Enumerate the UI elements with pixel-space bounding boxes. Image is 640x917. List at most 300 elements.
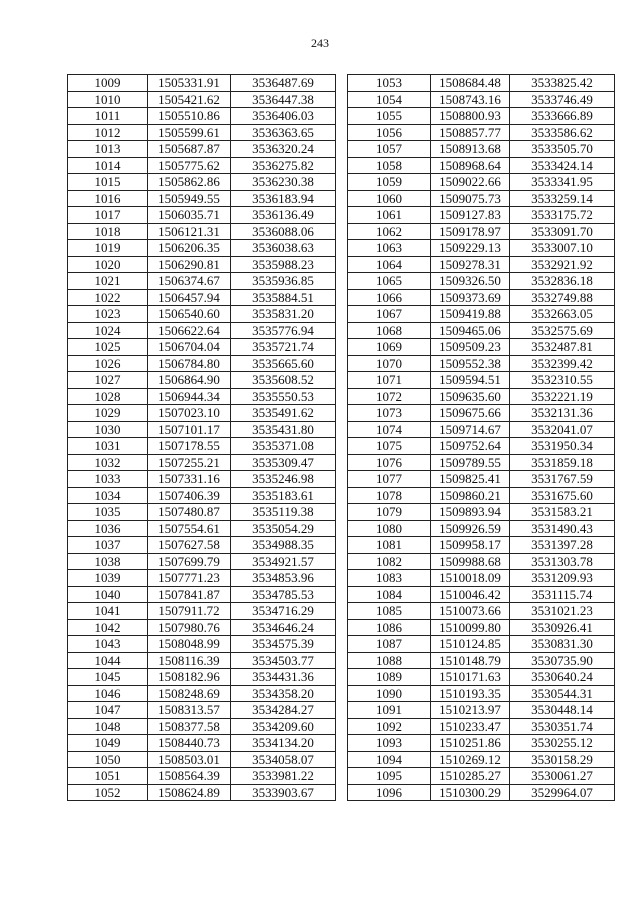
y-coordinate-cell: 3530061.27 bbox=[510, 768, 615, 785]
x-coordinate-cell: 1507627.58 bbox=[148, 537, 231, 554]
y-coordinate-cell: 3536275.82 bbox=[231, 157, 336, 174]
point-number-cell: 1075 bbox=[348, 438, 431, 455]
y-coordinate-cell: 3536406.03 bbox=[231, 108, 336, 125]
table-row bbox=[68, 91, 336, 108]
x-coordinate-cell: 1505949.55 bbox=[148, 190, 231, 207]
y-coordinate-cell: 3532221.19 bbox=[510, 388, 615, 405]
x-coordinate-cell: 1507255.21 bbox=[148, 454, 231, 471]
table-row bbox=[68, 240, 336, 257]
y-coordinate-cell: 3532310.55 bbox=[510, 372, 615, 389]
point-number-cell: 1059 bbox=[348, 174, 431, 191]
y-coordinate-cell: 3532399.42 bbox=[510, 355, 615, 372]
table-row bbox=[68, 784, 336, 801]
x-coordinate-cell: 1510251.86 bbox=[431, 735, 510, 752]
table-row bbox=[348, 207, 615, 224]
x-coordinate-cell: 1509988.68 bbox=[431, 553, 510, 570]
table-row bbox=[348, 124, 615, 141]
y-coordinate-cell: 3532131.36 bbox=[510, 405, 615, 422]
table-row bbox=[68, 685, 336, 702]
table-row bbox=[68, 339, 336, 356]
point-number-cell: 1067 bbox=[348, 306, 431, 323]
point-number-cell: 1070 bbox=[348, 355, 431, 372]
x-coordinate-cell: 1509926.59 bbox=[431, 520, 510, 537]
x-coordinate-cell: 1506457.94 bbox=[148, 289, 231, 306]
table-row bbox=[68, 718, 336, 735]
page-number: 243 bbox=[311, 36, 329, 50]
y-coordinate-cell: 3535431.80 bbox=[231, 421, 336, 438]
x-coordinate-cell: 1509509.23 bbox=[431, 339, 510, 356]
table-row bbox=[348, 685, 615, 702]
y-coordinate-cell: 3535371.08 bbox=[231, 438, 336, 455]
point-number-cell: 1038 bbox=[68, 553, 148, 570]
x-coordinate-cell: 1508684.48 bbox=[431, 75, 510, 92]
point-number-cell: 1009 bbox=[68, 75, 148, 92]
y-coordinate-cell: 3532487.81 bbox=[510, 339, 615, 356]
x-coordinate-cell: 1505687.87 bbox=[148, 141, 231, 158]
table-row bbox=[348, 735, 615, 752]
table-row bbox=[348, 784, 615, 801]
y-coordinate-cell: 3533903.67 bbox=[231, 784, 336, 801]
point-number-cell: 1074 bbox=[348, 421, 431, 438]
y-coordinate-cell: 3534988.35 bbox=[231, 537, 336, 554]
x-coordinate-cell: 1508377.58 bbox=[148, 718, 231, 735]
x-coordinate-cell: 1508564.39 bbox=[148, 768, 231, 785]
table-row bbox=[348, 702, 615, 719]
point-number-cell: 1069 bbox=[348, 339, 431, 356]
y-coordinate-cell: 3535884.51 bbox=[231, 289, 336, 306]
y-coordinate-cell: 3536363.65 bbox=[231, 124, 336, 141]
point-number-cell: 1040 bbox=[68, 586, 148, 603]
point-number-cell: 1053 bbox=[348, 75, 431, 92]
point-number-cell: 1012 bbox=[68, 124, 148, 141]
table-row bbox=[68, 372, 336, 389]
x-coordinate-cell: 1509229.13 bbox=[431, 240, 510, 257]
x-coordinate-cell: 1509714.67 bbox=[431, 421, 510, 438]
y-coordinate-cell: 3533666.89 bbox=[510, 108, 615, 125]
y-coordinate-cell: 3534853.96 bbox=[231, 570, 336, 587]
y-coordinate-cell: 3531303.78 bbox=[510, 553, 615, 570]
table-row bbox=[68, 108, 336, 125]
x-coordinate-cell: 1506206.35 bbox=[148, 240, 231, 257]
x-coordinate-cell: 1506944.34 bbox=[148, 388, 231, 405]
point-number-cell: 1056 bbox=[348, 124, 431, 141]
table-row bbox=[68, 702, 336, 719]
point-number-cell: 1073 bbox=[348, 405, 431, 422]
table-row bbox=[68, 405, 336, 422]
x-coordinate-cell: 1506622.64 bbox=[148, 322, 231, 339]
y-coordinate-cell: 3531950.34 bbox=[510, 438, 615, 455]
point-number-cell: 1065 bbox=[348, 273, 431, 290]
y-coordinate-cell: 3532749.88 bbox=[510, 289, 615, 306]
y-coordinate-cell: 3536320.24 bbox=[231, 141, 336, 158]
x-coordinate-cell: 1510269.12 bbox=[431, 751, 510, 768]
y-coordinate-cell: 3536088.06 bbox=[231, 223, 336, 240]
y-coordinate-cell: 3534921.57 bbox=[231, 553, 336, 570]
y-coordinate-cell: 3536487.69 bbox=[231, 75, 336, 92]
x-coordinate-cell: 1510073.66 bbox=[431, 603, 510, 620]
y-coordinate-cell: 3534358.20 bbox=[231, 685, 336, 702]
y-coordinate-cell: 3534431.36 bbox=[231, 669, 336, 686]
x-coordinate-cell: 1505599.61 bbox=[148, 124, 231, 141]
point-number-cell: 1020 bbox=[68, 256, 148, 273]
x-coordinate-cell: 1509825.41 bbox=[431, 471, 510, 488]
table-row bbox=[68, 570, 336, 587]
x-coordinate-cell: 1510233.47 bbox=[431, 718, 510, 735]
y-coordinate-cell: 3534646.24 bbox=[231, 619, 336, 636]
x-coordinate-cell: 1507101.17 bbox=[148, 421, 231, 438]
table-row bbox=[348, 537, 615, 554]
point-number-cell: 1042 bbox=[68, 619, 148, 636]
x-coordinate-cell: 1508503.01 bbox=[148, 751, 231, 768]
y-coordinate-cell: 3532041.07 bbox=[510, 421, 615, 438]
x-coordinate-cell: 1506864.90 bbox=[148, 372, 231, 389]
y-coordinate-cell: 3535550.53 bbox=[231, 388, 336, 405]
table-row bbox=[348, 289, 615, 306]
y-coordinate-cell: 3535246.98 bbox=[231, 471, 336, 488]
table-row bbox=[68, 768, 336, 785]
x-coordinate-cell: 1509022.66 bbox=[431, 174, 510, 191]
point-number-cell: 1096 bbox=[348, 784, 431, 801]
table-row bbox=[68, 388, 336, 405]
x-coordinate-cell: 1508968.64 bbox=[431, 157, 510, 174]
point-number-cell: 1047 bbox=[68, 702, 148, 719]
x-coordinate-cell: 1509127.83 bbox=[431, 207, 510, 224]
y-coordinate-cell: 3533175.72 bbox=[510, 207, 615, 224]
y-coordinate-cell: 3530158.29 bbox=[510, 751, 615, 768]
x-coordinate-cell: 1510213.97 bbox=[431, 702, 510, 719]
y-coordinate-cell: 3531675.60 bbox=[510, 487, 615, 504]
table-row bbox=[68, 603, 336, 620]
table-row bbox=[348, 603, 615, 620]
x-coordinate-cell: 1508624.89 bbox=[148, 784, 231, 801]
table-row bbox=[68, 273, 336, 290]
table-row bbox=[68, 537, 336, 554]
x-coordinate-cell: 1509675.66 bbox=[431, 405, 510, 422]
y-coordinate-cell: 3535721.74 bbox=[231, 339, 336, 356]
y-coordinate-cell: 3533259.14 bbox=[510, 190, 615, 207]
y-coordinate-cell: 3530640.24 bbox=[510, 669, 615, 686]
table-row bbox=[348, 157, 615, 174]
point-number-cell: 1063 bbox=[348, 240, 431, 257]
x-coordinate-cell: 1510300.29 bbox=[431, 784, 510, 801]
y-coordinate-cell: 3531397.28 bbox=[510, 537, 615, 554]
y-coordinate-cell: 3536183.94 bbox=[231, 190, 336, 207]
x-coordinate-cell: 1508048.99 bbox=[148, 636, 231, 653]
x-coordinate-cell: 1509860.21 bbox=[431, 487, 510, 504]
point-number-cell: 1066 bbox=[348, 289, 431, 306]
point-number-cell: 1088 bbox=[348, 652, 431, 669]
table-row bbox=[348, 91, 615, 108]
table-row bbox=[68, 256, 336, 273]
y-coordinate-cell: 3536038.63 bbox=[231, 240, 336, 257]
point-number-cell: 1080 bbox=[348, 520, 431, 537]
x-coordinate-cell: 1506540.60 bbox=[148, 306, 231, 323]
point-number-cell: 1029 bbox=[68, 405, 148, 422]
x-coordinate-cell: 1510193.35 bbox=[431, 685, 510, 702]
point-number-cell: 1021 bbox=[68, 273, 148, 290]
coordinate-table-left bbox=[67, 74, 336, 801]
table-row bbox=[68, 619, 336, 636]
coordinate-table-right-body bbox=[348, 75, 615, 801]
point-number-cell: 1083 bbox=[348, 570, 431, 587]
point-number-cell: 1060 bbox=[348, 190, 431, 207]
point-number-cell: 1024 bbox=[68, 322, 148, 339]
table-row bbox=[68, 141, 336, 158]
y-coordinate-cell: 3530255.12 bbox=[510, 735, 615, 752]
x-coordinate-cell: 1505510.86 bbox=[148, 108, 231, 125]
point-number-cell: 1023 bbox=[68, 306, 148, 323]
y-coordinate-cell: 3530544.31 bbox=[510, 685, 615, 702]
point-number-cell: 1031 bbox=[68, 438, 148, 455]
y-coordinate-cell: 3534575.39 bbox=[231, 636, 336, 653]
x-coordinate-cell: 1508182.96 bbox=[148, 669, 231, 686]
y-coordinate-cell: 3533505.70 bbox=[510, 141, 615, 158]
table-row bbox=[348, 256, 615, 273]
x-coordinate-cell: 1510018.09 bbox=[431, 570, 510, 587]
point-number-cell: 1050 bbox=[68, 751, 148, 768]
table-row bbox=[348, 471, 615, 488]
table-row bbox=[348, 240, 615, 257]
table-row bbox=[348, 174, 615, 191]
point-number-cell: 1081 bbox=[348, 537, 431, 554]
x-coordinate-cell: 1509893.94 bbox=[431, 504, 510, 521]
x-coordinate-cell: 1508800.93 bbox=[431, 108, 510, 125]
point-number-cell: 1071 bbox=[348, 372, 431, 389]
y-coordinate-cell: 3531767.59 bbox=[510, 471, 615, 488]
table-row bbox=[68, 322, 336, 339]
x-coordinate-cell: 1510124.85 bbox=[431, 636, 510, 653]
table-row bbox=[348, 141, 615, 158]
y-coordinate-cell: 3534503.77 bbox=[231, 652, 336, 669]
x-coordinate-cell: 1507023.10 bbox=[148, 405, 231, 422]
point-number-cell: 1010 bbox=[68, 91, 148, 108]
y-coordinate-cell: 3535776.94 bbox=[231, 322, 336, 339]
x-coordinate-cell: 1509278.31 bbox=[431, 256, 510, 273]
x-coordinate-cell: 1508440.73 bbox=[148, 735, 231, 752]
point-number-cell: 1026 bbox=[68, 355, 148, 372]
point-number-cell: 1030 bbox=[68, 421, 148, 438]
x-coordinate-cell: 1506121.31 bbox=[148, 223, 231, 240]
y-coordinate-cell: 3532921.92 bbox=[510, 256, 615, 273]
x-coordinate-cell: 1507699.79 bbox=[148, 553, 231, 570]
point-number-cell: 1044 bbox=[68, 652, 148, 669]
point-number-cell: 1092 bbox=[348, 718, 431, 735]
y-coordinate-cell: 3532575.69 bbox=[510, 322, 615, 339]
point-number-cell: 1057 bbox=[348, 141, 431, 158]
point-number-cell: 1039 bbox=[68, 570, 148, 587]
point-number-cell: 1077 bbox=[348, 471, 431, 488]
point-number-cell: 1018 bbox=[68, 223, 148, 240]
point-number-cell: 1045 bbox=[68, 669, 148, 686]
y-coordinate-cell: 3535183.61 bbox=[231, 487, 336, 504]
table-row bbox=[68, 454, 336, 471]
x-coordinate-cell: 1506374.67 bbox=[148, 273, 231, 290]
point-number-cell: 1064 bbox=[348, 256, 431, 273]
x-coordinate-cell: 1508913.68 bbox=[431, 141, 510, 158]
y-coordinate-cell: 3533091.70 bbox=[510, 223, 615, 240]
table-row bbox=[68, 438, 336, 455]
table-row bbox=[348, 355, 615, 372]
table-row bbox=[348, 421, 615, 438]
y-coordinate-cell: 3535831.20 bbox=[231, 306, 336, 323]
table-row bbox=[68, 306, 336, 323]
table-row bbox=[348, 273, 615, 290]
x-coordinate-cell: 1507911.72 bbox=[148, 603, 231, 620]
point-number-cell: 1041 bbox=[68, 603, 148, 620]
table-row bbox=[348, 553, 615, 570]
table-row bbox=[348, 669, 615, 686]
table-row bbox=[348, 520, 615, 537]
table-row bbox=[348, 372, 615, 389]
y-coordinate-cell: 3531021.23 bbox=[510, 603, 615, 620]
table-row bbox=[68, 520, 336, 537]
point-number-cell: 1052 bbox=[68, 784, 148, 801]
y-coordinate-cell: 3531115.74 bbox=[510, 586, 615, 603]
table-row bbox=[68, 652, 336, 669]
table-row bbox=[348, 322, 615, 339]
x-coordinate-cell: 1509552.38 bbox=[431, 355, 510, 372]
y-coordinate-cell: 3533981.22 bbox=[231, 768, 336, 785]
point-number-cell: 1055 bbox=[348, 108, 431, 125]
x-coordinate-cell: 1510285.27 bbox=[431, 768, 510, 785]
point-number-cell: 1011 bbox=[68, 108, 148, 125]
y-coordinate-cell: 3536447.38 bbox=[231, 91, 336, 108]
y-coordinate-cell: 3535988.23 bbox=[231, 256, 336, 273]
point-number-cell: 1051 bbox=[68, 768, 148, 785]
table-row bbox=[348, 636, 615, 653]
point-number-cell: 1076 bbox=[348, 454, 431, 471]
y-coordinate-cell: 3530926.41 bbox=[510, 619, 615, 636]
y-coordinate-cell: 3530448.14 bbox=[510, 702, 615, 719]
y-coordinate-cell: 3534716.29 bbox=[231, 603, 336, 620]
point-number-cell: 1014 bbox=[68, 157, 148, 174]
point-number-cell: 1036 bbox=[68, 520, 148, 537]
coordinate-table-right bbox=[347, 74, 615, 801]
table-row bbox=[68, 487, 336, 504]
x-coordinate-cell: 1509789.55 bbox=[431, 454, 510, 471]
y-coordinate-cell: 3535309.47 bbox=[231, 454, 336, 471]
table-row bbox=[348, 388, 615, 405]
point-number-cell: 1086 bbox=[348, 619, 431, 636]
point-number-cell: 1035 bbox=[68, 504, 148, 521]
point-number-cell: 1089 bbox=[348, 669, 431, 686]
x-coordinate-cell: 1507554.61 bbox=[148, 520, 231, 537]
table-row bbox=[348, 108, 615, 125]
table-row bbox=[348, 339, 615, 356]
table-row bbox=[68, 636, 336, 653]
table-row bbox=[68, 471, 336, 488]
point-number-cell: 1079 bbox=[348, 504, 431, 521]
y-coordinate-cell: 3533586.62 bbox=[510, 124, 615, 141]
point-number-cell: 1048 bbox=[68, 718, 148, 735]
y-coordinate-cell: 3533746.49 bbox=[510, 91, 615, 108]
table-row bbox=[348, 570, 615, 587]
table-row bbox=[68, 174, 336, 191]
x-coordinate-cell: 1507406.39 bbox=[148, 487, 231, 504]
table-row bbox=[348, 768, 615, 785]
table-row bbox=[348, 751, 615, 768]
y-coordinate-cell: 3530735.90 bbox=[510, 652, 615, 669]
x-coordinate-cell: 1507841.87 bbox=[148, 586, 231, 603]
y-coordinate-cell: 3532663.05 bbox=[510, 306, 615, 323]
x-coordinate-cell: 1510171.63 bbox=[431, 669, 510, 686]
table-row bbox=[348, 306, 615, 323]
x-coordinate-cell: 1509373.69 bbox=[431, 289, 510, 306]
y-coordinate-cell: 3534134.20 bbox=[231, 735, 336, 752]
x-coordinate-cell: 1508248.69 bbox=[148, 685, 231, 702]
x-coordinate-cell: 1505331.91 bbox=[148, 75, 231, 92]
table-row bbox=[68, 355, 336, 372]
table-row bbox=[348, 586, 615, 603]
y-coordinate-cell: 3534785.53 bbox=[231, 586, 336, 603]
table-row bbox=[348, 223, 615, 240]
x-coordinate-cell: 1508116.39 bbox=[148, 652, 231, 669]
x-coordinate-cell: 1506704.04 bbox=[148, 339, 231, 356]
table-row bbox=[68, 124, 336, 141]
point-number-cell: 1091 bbox=[348, 702, 431, 719]
table-row bbox=[68, 735, 336, 752]
x-coordinate-cell: 1509178.97 bbox=[431, 223, 510, 240]
x-coordinate-cell: 1508857.77 bbox=[431, 124, 510, 141]
y-coordinate-cell: 3534209.60 bbox=[231, 718, 336, 735]
point-number-cell: 1019 bbox=[68, 240, 148, 257]
y-coordinate-cell: 3530831.30 bbox=[510, 636, 615, 653]
table-row bbox=[68, 190, 336, 207]
table-row bbox=[68, 553, 336, 570]
point-number-cell: 1016 bbox=[68, 190, 148, 207]
y-coordinate-cell: 3535119.38 bbox=[231, 504, 336, 521]
y-coordinate-cell: 3535054.29 bbox=[231, 520, 336, 537]
table-row bbox=[348, 75, 615, 92]
point-number-cell: 1013 bbox=[68, 141, 148, 158]
point-number-cell: 1032 bbox=[68, 454, 148, 471]
x-coordinate-cell: 1509326.50 bbox=[431, 273, 510, 290]
point-number-cell: 1037 bbox=[68, 537, 148, 554]
point-number-cell: 1093 bbox=[348, 735, 431, 752]
point-number-cell: 1017 bbox=[68, 207, 148, 224]
point-number-cell: 1085 bbox=[348, 603, 431, 620]
table-row bbox=[348, 718, 615, 735]
point-number-cell: 1058 bbox=[348, 157, 431, 174]
table-row bbox=[68, 586, 336, 603]
table-row bbox=[68, 223, 336, 240]
point-number-cell: 1062 bbox=[348, 223, 431, 240]
point-number-cell: 1087 bbox=[348, 636, 431, 653]
x-coordinate-cell: 1505775.62 bbox=[148, 157, 231, 174]
point-number-cell: 1025 bbox=[68, 339, 148, 356]
x-coordinate-cell: 1506290.81 bbox=[148, 256, 231, 273]
point-number-cell: 1049 bbox=[68, 735, 148, 752]
y-coordinate-cell: 3531209.93 bbox=[510, 570, 615, 587]
table-row bbox=[348, 619, 615, 636]
table-row bbox=[68, 75, 336, 92]
coordinate-table-left-body bbox=[68, 75, 336, 801]
table-row bbox=[68, 504, 336, 521]
y-coordinate-cell: 3535665.60 bbox=[231, 355, 336, 372]
y-coordinate-cell: 3533007.10 bbox=[510, 240, 615, 257]
point-number-cell: 1090 bbox=[348, 685, 431, 702]
x-coordinate-cell: 1509752.64 bbox=[431, 438, 510, 455]
point-number-cell: 1043 bbox=[68, 636, 148, 653]
table-row bbox=[348, 504, 615, 521]
y-coordinate-cell: 3532836.18 bbox=[510, 273, 615, 290]
y-coordinate-cell: 3534058.07 bbox=[231, 751, 336, 768]
point-number-cell: 1068 bbox=[348, 322, 431, 339]
x-coordinate-cell: 1506035.71 bbox=[148, 207, 231, 224]
y-coordinate-cell: 3533825.42 bbox=[510, 75, 615, 92]
x-coordinate-cell: 1509075.73 bbox=[431, 190, 510, 207]
y-coordinate-cell: 3536230.38 bbox=[231, 174, 336, 191]
